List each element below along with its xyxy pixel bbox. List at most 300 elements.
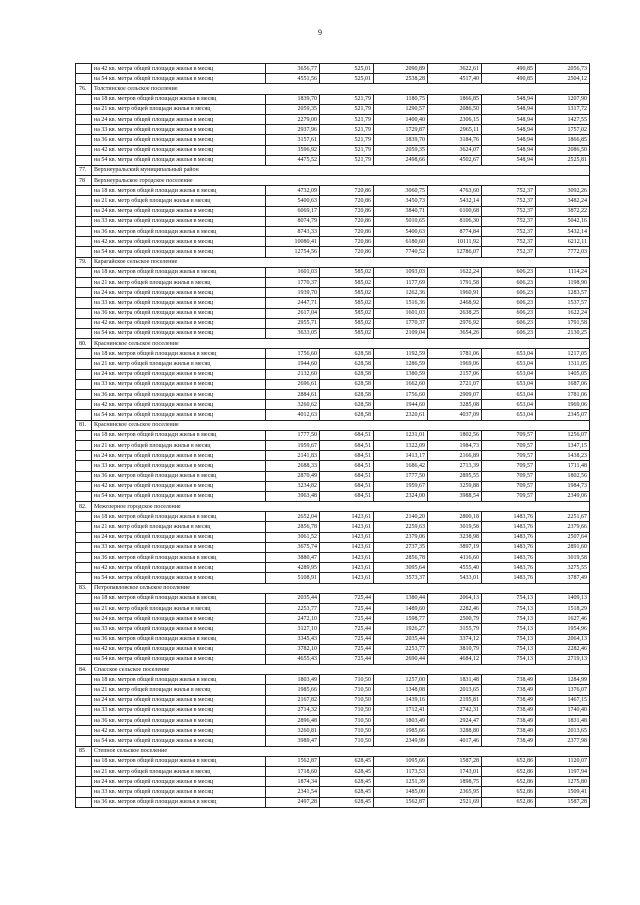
value-cell: 653,04: [482, 359, 536, 369]
value-cell: 684,51: [320, 461, 374, 471]
table-row: [76, 308, 590, 318]
value-cell: 606,23: [482, 318, 536, 328]
value-cell: 1423,61: [320, 542, 374, 552]
value-cell: 1231,01: [374, 430, 428, 440]
row-label: на 54 кв. метра общей площади жилья в месяц: [92, 155, 266, 165]
value-cell: 2059,35: [266, 104, 320, 114]
value-cell: 1284,99: [536, 675, 590, 685]
row-label: на 33 кв. метра общей площади жилья в месяц: [92, 216, 266, 226]
value-cell: 1587,28: [536, 797, 590, 807]
value-cell: 709,57: [482, 471, 536, 481]
value-cell: 754,13: [482, 644, 536, 654]
value-cell: 2253,77: [374, 644, 428, 654]
value-cell: 1095,66: [374, 756, 428, 766]
value-cell: 3184,76: [428, 135, 482, 145]
index-cell: [76, 298, 92, 308]
value-cell: 2638,25: [428, 308, 482, 318]
value-cell: 12786,07: [428, 247, 482, 257]
value-cell: 3880,47: [266, 553, 320, 563]
value-cell: 1985,66: [374, 726, 428, 736]
value-cell: 1729,87: [374, 125, 428, 135]
index-cell: [76, 716, 92, 726]
value-cell: 738,49: [482, 726, 536, 736]
value-cell: 1262,36: [374, 288, 428, 298]
table-row: [76, 247, 590, 257]
value-cell: 3019,58: [536, 553, 590, 563]
value-cell: 4655,43: [266, 654, 320, 664]
table-row: [76, 491, 590, 501]
section-title: Толстинское сельское поселение: [92, 84, 590, 94]
value-cell: 653,04: [482, 369, 536, 379]
value-cell: 3897,19: [428, 542, 482, 552]
value-cell: 1712,41: [374, 705, 428, 715]
row-label: на 18 кв. метров общей площади жилья в месяц: [92, 756, 266, 766]
table-row: [76, 705, 590, 715]
value-cell: 4502,67: [428, 155, 482, 165]
index-cell: [76, 328, 92, 338]
row-label: на 24 кв. метра общей площади жилья в месяц: [92, 114, 266, 124]
section-title: Верхнеуральское городское поселение: [92, 176, 590, 186]
index-cell: [76, 481, 92, 491]
row-label: на 18 кв. метров общей площади жилья в месяц: [92, 94, 266, 104]
row-label: на 24 кв. метра общей площади жилья в месяц: [92, 369, 266, 379]
value-cell: 725,44: [320, 654, 374, 664]
value-cell: 1197,94: [536, 766, 590, 776]
value-cell: 1192,59: [374, 349, 428, 359]
table-row: [76, 797, 590, 807]
value-cell: 1376,07: [536, 685, 590, 695]
section-index: 83.: [76, 583, 92, 593]
value-cell: 2090,89: [374, 64, 428, 74]
row-label: на 21 кв. метр общей площади жилья в месяц: [92, 196, 266, 206]
row-label: на 24 кв. метра общей площади жилья в месяц: [92, 614, 266, 624]
value-cell: 3596,92: [266, 145, 320, 155]
value-cell: 752,37: [482, 247, 536, 257]
table-row: [76, 542, 590, 552]
value-cell: 4555,40: [428, 563, 482, 573]
value-cell: 1322,09: [374, 440, 428, 450]
value-cell: 490,85: [482, 74, 536, 84]
table-row: [76, 461, 590, 471]
index-cell: [76, 593, 92, 603]
value-cell: 754,13: [482, 624, 536, 634]
value-cell: 3060,75: [374, 186, 428, 196]
row-label: на 54 кв. метра общей площади жилья в месяц: [92, 491, 266, 501]
value-cell: 1483,76: [482, 522, 536, 532]
value-cell: 521,79: [320, 104, 374, 114]
value-cell: 1866,85: [536, 135, 590, 145]
row-label: на 36 кв. метра общей площади жилья в месяц: [92, 135, 266, 145]
value-cell: 2955,71: [266, 318, 320, 328]
value-cell: 754,13: [482, 634, 536, 644]
value-cell: 3989,47: [266, 736, 320, 746]
value-cell: 3810,79: [428, 644, 482, 654]
value-cell: 1622,24: [536, 308, 590, 318]
index-cell: [76, 695, 92, 705]
value-cell: 684,51: [320, 481, 374, 491]
value-cell: 1439,16: [374, 695, 428, 705]
value-cell: 3285,08: [428, 400, 482, 410]
value-cell: 585,02: [320, 277, 374, 287]
table-row: [76, 318, 590, 328]
value-cell: 628,58: [320, 349, 374, 359]
row-label: на 54 кв. метра общей площади жилья в месяц: [92, 328, 266, 338]
table-row: [76, 481, 590, 491]
table-row: [76, 430, 590, 440]
table-row: [76, 186, 590, 196]
value-cell: 725,44: [320, 634, 374, 644]
value-cell: 2937,96: [266, 125, 320, 135]
row-label: на 42 кв. метра общей площади жилья в месяц: [92, 726, 266, 736]
value-cell: 3872,22: [536, 206, 590, 216]
value-cell: 6069,17: [266, 206, 320, 216]
value-cell: 2086,50: [536, 145, 590, 155]
value-cell: 1926,27: [374, 624, 428, 634]
value-cell: 2013,65: [428, 685, 482, 695]
page-number: 9: [318, 28, 322, 37]
value-cell: 754,13: [482, 654, 536, 664]
table-row: [76, 267, 590, 277]
value-cell: 3840,71: [374, 206, 428, 216]
value-cell: 628,58: [320, 379, 374, 389]
index-cell: [76, 787, 92, 797]
value-cell: 2521,69: [428, 797, 482, 807]
row-label: на 33 кв. метра общей площади жилья в месяц: [92, 298, 266, 308]
value-cell: 10080,41: [266, 237, 320, 247]
row-label: на 54 кв. метра общей площади жилья в месяц: [92, 736, 266, 746]
value-cell: 1516,36: [374, 298, 428, 308]
table-row: [76, 553, 590, 563]
value-cell: 490,85: [482, 64, 536, 74]
table-row: [76, 654, 590, 664]
value-cell: 3238,98: [428, 532, 482, 542]
index-cell: [76, 379, 92, 389]
value-cell: 8743,33: [266, 227, 320, 237]
value-cell: 1380,59: [374, 369, 428, 379]
index-cell: [76, 644, 92, 654]
value-cell: 653,04: [482, 349, 536, 359]
table-row: [76, 298, 590, 308]
value-cell: 2719,13: [536, 654, 590, 664]
value-cell: 1537,57: [536, 298, 590, 308]
value-cell: 521,79: [320, 125, 374, 135]
row-label: на 21 кв. метр общей площади жилья в месяц: [92, 359, 266, 369]
value-cell: 2365,95: [428, 787, 482, 797]
value-cell: 3573,37: [374, 573, 428, 583]
value-cell: 1984,73: [428, 440, 482, 450]
row-label: на 18 кв. метров общей площади жилья в месяц: [92, 186, 266, 196]
section-row: [76, 420, 590, 430]
row-label: на 54 кв. метра общей площади жилья в месяц: [92, 247, 266, 257]
row-label: на 33 кв. метра общей площади жилья в месяц: [92, 461, 266, 471]
value-cell: 752,37: [482, 196, 536, 206]
index-cell: [76, 237, 92, 247]
value-cell: 1173,53: [374, 766, 428, 776]
value-cell: 606,23: [482, 267, 536, 277]
row-label: на 42 кв. метра общей площади жилья в месяц: [92, 145, 266, 155]
value-cell: 2800,18: [428, 512, 482, 522]
value-cell: 1483,76: [482, 553, 536, 563]
value-cell: 2856,78: [266, 522, 320, 532]
value-cell: 652,86: [482, 777, 536, 787]
value-cell: 628,58: [320, 400, 374, 410]
section-index: 82.: [76, 502, 92, 512]
value-cell: 720,86: [320, 216, 374, 226]
row-label: на 21 кв. метр общей площади жилья в месяц: [92, 440, 266, 450]
value-cell: 628,58: [320, 410, 374, 420]
value-cell: 6100,68: [428, 206, 482, 216]
value-cell: 606,23: [482, 328, 536, 338]
index-cell: [76, 318, 92, 328]
value-cell: 1627,46: [536, 614, 590, 624]
value-cell: 684,51: [320, 430, 374, 440]
row-label: на 42 кв. метра общей площади жилья в месяц: [92, 400, 266, 410]
value-cell: 2282,46: [428, 603, 482, 613]
value-cell: 684,51: [320, 491, 374, 501]
table-row: [76, 624, 590, 634]
value-cell: 1283,57: [536, 288, 590, 298]
value-cell: 1483,76: [482, 532, 536, 542]
value-cell: 6180,60: [374, 237, 428, 247]
value-cell: 738,49: [482, 675, 536, 685]
value-cell: 1757,02: [536, 125, 590, 135]
index-cell: [76, 277, 92, 287]
value-cell: 521,79: [320, 155, 374, 165]
section-row: [76, 665, 590, 675]
value-cell: 2349,99: [374, 736, 428, 746]
row-label: на 42 кв. метра общей площади жилья в месяц: [92, 481, 266, 491]
value-cell: 1518,29: [536, 603, 590, 613]
table-row: [76, 644, 590, 654]
table-row: [76, 288, 590, 298]
value-cell: 2282,46: [536, 644, 590, 654]
value-cell: 1740,40: [536, 705, 590, 715]
value-cell: 1944,60: [374, 400, 428, 410]
index-cell: [76, 777, 92, 787]
value-cell: 1180,75: [374, 94, 428, 104]
index-cell: [76, 216, 92, 226]
value-cell: 752,37: [482, 237, 536, 247]
value-cell: 1866,85: [428, 94, 482, 104]
table-row: [76, 777, 590, 787]
table-row: [76, 379, 590, 389]
section-title: Верхнеуральский муниципальный район: [92, 165, 590, 175]
value-cell: 720,86: [320, 237, 374, 247]
value-cell: 2141,83: [266, 451, 320, 461]
value-cell: 628,58: [320, 369, 374, 379]
value-cell: 3288,80: [428, 726, 482, 736]
value-cell: 1831,48: [536, 716, 590, 726]
value-cell: 1898,75: [428, 777, 482, 787]
row-label: на 36 кв. метров общей площади жилья в месяц: [92, 553, 266, 563]
value-cell: 2472,10: [266, 614, 320, 624]
row-label: на 33 кв. метра общей площади жилья в месяц: [92, 379, 266, 389]
value-cell: 4684,12: [428, 654, 482, 664]
value-cell: 653,04: [482, 400, 536, 410]
index-cell: [76, 573, 92, 583]
tariff-table: [75, 63, 590, 808]
row-label: на 21 кв. метр общей площади жилья в месяц: [92, 685, 266, 695]
value-cell: 2891,60: [536, 542, 590, 552]
value-cell: 1317,72: [536, 104, 590, 114]
value-cell: 710,50: [320, 716, 374, 726]
value-cell: 2345,07: [536, 410, 590, 420]
value-cell: 725,44: [320, 644, 374, 654]
value-cell: 4763,60: [428, 186, 482, 196]
value-cell: 2167,82: [266, 695, 320, 705]
value-cell: 1756,60: [374, 390, 428, 400]
index-cell: [76, 400, 92, 410]
value-cell: 521,79: [320, 94, 374, 104]
value-cell: 652,86: [482, 787, 536, 797]
row-label: на 42 кв. метра общей площади жилья в месяц: [92, 64, 266, 74]
table-row: [76, 634, 590, 644]
value-cell: 1686,42: [374, 461, 428, 471]
value-cell: 720,86: [320, 227, 374, 237]
value-cell: 525,01: [320, 74, 374, 84]
value-cell: 1409,13: [536, 593, 590, 603]
value-cell: 1562,87: [266, 756, 320, 766]
table-row: [76, 227, 590, 237]
value-cell: 548,94: [482, 114, 536, 124]
value-cell: 754,13: [482, 593, 536, 603]
index-cell: [76, 603, 92, 613]
value-cell: 8774,84: [428, 227, 482, 237]
value-cell: 725,44: [320, 614, 374, 624]
row-label: на 36 кв. метров общей площади жилья в месяц: [92, 797, 266, 807]
value-cell: 2130,25: [536, 328, 590, 338]
row-label: на 21 кв. метр общей площади жилья в месяц: [92, 277, 266, 287]
index-cell: [76, 726, 92, 736]
value-cell: 1598,77: [374, 614, 428, 624]
table-row: [76, 736, 590, 746]
value-cell: 8074,79: [266, 216, 320, 226]
value-cell: 1198,90: [536, 277, 590, 287]
value-cell: 684,51: [320, 471, 374, 481]
table-row: [76, 440, 590, 450]
section-index: 80.: [76, 339, 92, 349]
value-cell: 4517,40: [428, 74, 482, 84]
value-cell: 8106,30: [428, 216, 482, 226]
value-cell: 548,94: [482, 135, 536, 145]
index-cell: [76, 614, 92, 624]
index-cell: [76, 736, 92, 746]
value-cell: 585,02: [320, 318, 374, 328]
table-row: [76, 512, 590, 522]
value-cell: 628,45: [320, 797, 374, 807]
row-label: на 18 кв. метров общей площади жилья в месяц: [92, 512, 266, 522]
row-label: на 18 кв. метров общей площади жилья в месяц: [92, 675, 266, 685]
value-cell: 738,49: [482, 695, 536, 705]
value-cell: 752,37: [482, 206, 536, 216]
row-label: на 36 кв. метров общей площади жилья в месяц: [92, 227, 266, 237]
value-cell: 3234,82: [266, 481, 320, 491]
value-cell: 2525,81: [536, 155, 590, 165]
value-cell: 10111,92: [428, 237, 482, 247]
value-cell: 12754,56: [266, 247, 320, 257]
value-cell: 3061,52: [266, 532, 320, 542]
row-label: на 42 кв. метра общей площади жилья в месяц: [92, 563, 266, 573]
value-cell: 2253,77: [266, 603, 320, 613]
row-label: на 18 кв. метров общей площади жилья в месяц: [92, 430, 266, 440]
table-body: [76, 64, 590, 808]
value-cell: 1985,66: [266, 685, 320, 695]
table-row: [76, 675, 590, 685]
value-cell: 3260,62: [266, 400, 320, 410]
value-cell: 1275,80: [536, 777, 590, 787]
table-row: [76, 787, 590, 797]
value-cell: 1791,58: [428, 277, 482, 287]
index-cell: [76, 186, 92, 196]
value-cell: 6212,11: [536, 237, 590, 247]
value-cell: 2737,35: [374, 542, 428, 552]
value-cell: 606,23: [482, 298, 536, 308]
value-cell: 2341,54: [266, 787, 320, 797]
value-cell: 4551,56: [266, 74, 320, 84]
value-cell: 710,50: [320, 736, 374, 746]
index-cell: [76, 532, 92, 542]
value-cell: 628,45: [320, 777, 374, 787]
section-row: [76, 176, 590, 186]
value-cell: 1347,15: [536, 440, 590, 450]
index-cell: [76, 410, 92, 420]
table-row: [76, 196, 590, 206]
value-cell: 1286,59: [374, 359, 428, 369]
value-cell: 2498,66: [374, 155, 428, 165]
row-label: на 33 кв. метра общей площади жилья в месяц: [92, 705, 266, 715]
row-label: на 24 кв. метра общей площади жилья в месяц: [92, 695, 266, 705]
value-cell: 606,23: [482, 288, 536, 298]
value-cell: 5400,63: [374, 227, 428, 237]
value-cell: 738,49: [482, 705, 536, 715]
table-row: [76, 359, 590, 369]
value-cell: 628,45: [320, 756, 374, 766]
value-cell: 2895,55: [428, 471, 482, 481]
value-cell: 585,02: [320, 298, 374, 308]
value-cell: 720,86: [320, 247, 374, 257]
value-cell: 3260,81: [266, 726, 320, 736]
value-cell: 1562,87: [374, 797, 428, 807]
value-cell: 2713,39: [428, 461, 482, 471]
value-cell: 548,94: [482, 125, 536, 135]
value-cell: 4116,60: [428, 553, 482, 563]
value-cell: 3092,26: [536, 186, 590, 196]
value-cell: 2688,33: [266, 461, 320, 471]
index-cell: [76, 206, 92, 216]
index-cell: [76, 685, 92, 695]
section-title: Краснинское сельское поселение: [92, 339, 590, 349]
value-cell: 1803,49: [374, 716, 428, 726]
row-label: на 42 кв. метра общей площади жилья в месяц: [92, 644, 266, 654]
value-cell: 1831,48: [428, 675, 482, 685]
value-cell: 2064,13: [536, 634, 590, 644]
index-cell: [76, 766, 92, 776]
value-cell: 709,57: [482, 430, 536, 440]
index-cell: [76, 359, 92, 369]
value-cell: 2976,92: [428, 318, 482, 328]
section-row: [76, 84, 590, 94]
value-cell: 1662,60: [374, 379, 428, 389]
value-cell: 3259,88: [428, 481, 482, 491]
row-label: на 54 кв. метра общей площади жилья в месяц: [92, 74, 266, 84]
value-cell: 3019,58: [428, 522, 482, 532]
value-cell: 709,57: [482, 461, 536, 471]
index-cell: [76, 64, 92, 74]
value-cell: 2965,11: [428, 125, 482, 135]
index-cell: [76, 247, 92, 257]
section-row: [76, 165, 590, 175]
value-cell: 1251,39: [374, 777, 428, 787]
